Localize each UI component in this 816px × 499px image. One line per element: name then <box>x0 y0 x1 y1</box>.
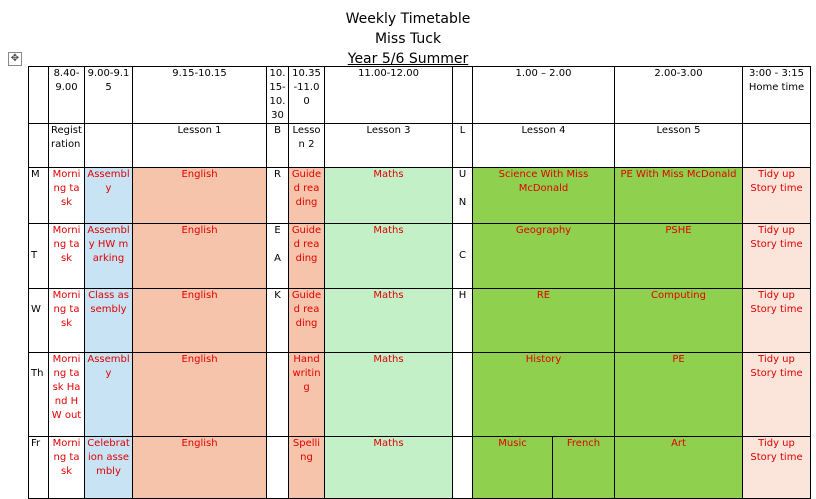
end-of-day-cell: Tidy up Story time <box>743 168 811 224</box>
lesson5-cell: PE <box>615 353 743 437</box>
time-slot: 9.00-9.15 <box>85 67 133 124</box>
lunch-letter-cell <box>453 168 473 224</box>
time-slot: 10.15-10.30 <box>267 67 289 124</box>
lesson1-header: Lesson 1 <box>133 124 267 168</box>
time-slot: 2.00-3.00 <box>615 67 743 124</box>
lesson4-cell: RE <box>473 289 615 353</box>
break-letter: E <box>274 225 281 236</box>
lesson2-cell: Guided reading <box>289 168 325 224</box>
lesson1-cell: English <box>133 353 267 437</box>
lesson1-cell: English <box>133 168 267 224</box>
end-of-day-cell: Tidy up Story time <box>743 353 811 437</box>
lunch-blank <box>453 353 473 437</box>
lesson4a-cell: Music <box>473 437 553 499</box>
registration-cell: Morning task <box>49 437 85 499</box>
assembly-cell: Class assembly <box>85 289 133 353</box>
lunch-letter: L <box>453 124 473 168</box>
break-blank <box>267 437 289 499</box>
assembly-cell: Assembly HW marking <box>85 224 133 289</box>
day-row-monday <box>29 168 811 224</box>
time-slot: 11.00-12.00 <box>325 67 453 124</box>
lunch-letter: H <box>453 289 473 353</box>
break-letter: R <box>267 168 289 224</box>
lesson4-cell: Science With Miss McDonald <box>473 168 615 224</box>
lesson2-header: Lesson 2 <box>289 124 325 168</box>
end-of-day-cell: Tidy up Story time <box>743 437 811 499</box>
day-row-wednesday <box>29 289 811 353</box>
lesson1-cell: English <box>133 289 267 353</box>
lunch-blank <box>453 437 473 499</box>
time-slot: 10.35-11.00 <box>289 67 325 124</box>
day-label: Fr <box>29 437 49 499</box>
end-of-day-cell: Tidy up Story time <box>743 224 811 289</box>
registration-cell: Morning task <box>49 289 85 353</box>
lunch-letter: U <box>458 169 467 180</box>
lesson3-cell: Maths <box>325 437 453 499</box>
day-row-thursday <box>29 353 811 437</box>
lunch-letter: N <box>458 197 467 208</box>
lesson4-cell: Geography <box>473 224 615 289</box>
lesson3-cell: Maths <box>325 224 453 289</box>
header-row <box>29 124 811 168</box>
day-label: Th <box>29 353 49 437</box>
blank-cell <box>85 124 133 168</box>
lesson3-cell: Maths <box>325 289 453 353</box>
timetable <box>28 66 811 499</box>
lesson4-header: Lesson 4 <box>473 124 615 168</box>
lesson5-cell: Art <box>615 437 743 499</box>
lesson2-cell: Guided reading <box>289 224 325 289</box>
lesson3-header: Lesson 3 <box>325 124 453 168</box>
time-slot: 9.15-10.15 <box>133 67 267 124</box>
day-label: M <box>29 168 49 224</box>
times-row <box>29 67 811 124</box>
registration-cell: Morning task Hand HW out <box>49 353 85 437</box>
lesson5-header: Lesson 5 <box>615 124 743 168</box>
break-letter: K <box>267 289 289 353</box>
time-slot: 8.40-9.00 <box>49 67 85 124</box>
lesson4b-cell: French <box>553 437 615 499</box>
lesson5-cell: PSHE <box>615 224 743 289</box>
teacher-name: Miss Tuck <box>374 31 442 47</box>
time-slot: 1.00 – 2.00 <box>473 67 615 124</box>
lesson4-cell: History <box>473 353 615 437</box>
break-letter-cell <box>267 224 289 289</box>
lesson3-cell: Maths <box>325 168 453 224</box>
blank-cell <box>29 124 49 168</box>
break-blank <box>267 353 289 437</box>
lesson1-cell: English <box>133 224 267 289</box>
end-of-day-cell: Tidy up Story time <box>743 289 811 353</box>
lesson1-cell: English <box>133 437 267 499</box>
day-row-friday <box>29 437 811 499</box>
lesson5-cell: Computing <box>615 289 743 353</box>
table-move-handle-icon[interactable]: ✥ <box>8 52 22 66</box>
corner-cell <box>29 67 49 124</box>
day-label: W <box>29 289 49 353</box>
assembly-cell: Assembly <box>85 353 133 437</box>
break-letter: B <box>267 124 289 168</box>
lesson5-cell: PE With Miss McDonald <box>615 168 743 224</box>
lesson2-cell: Spelling <box>289 437 325 499</box>
registration-header: Registration <box>49 124 85 168</box>
day-row-tuesday <box>29 224 811 289</box>
registration-cell: Morning task <box>49 224 85 289</box>
break-letter: A <box>274 253 281 264</box>
time-slot: 3:00 - 3:15 Home time <box>743 67 811 124</box>
registration-cell: Morning task <box>49 168 85 224</box>
assembly-cell: Celebration assembly <box>85 437 133 499</box>
blank-cell <box>743 124 811 168</box>
page-title: Weekly Timetable <box>345 11 471 27</box>
lunch-blank <box>453 67 473 124</box>
assembly-cell: Assembly <box>85 168 133 224</box>
year-term: Year 5/6 Summer <box>347 51 469 67</box>
lunch-letter: C <box>453 224 473 289</box>
lesson3-cell: Maths <box>325 353 453 437</box>
lesson2-cell: Handwriting <box>289 353 325 437</box>
day-label: T <box>29 224 49 289</box>
lesson2-cell: Guided reading <box>289 289 325 353</box>
